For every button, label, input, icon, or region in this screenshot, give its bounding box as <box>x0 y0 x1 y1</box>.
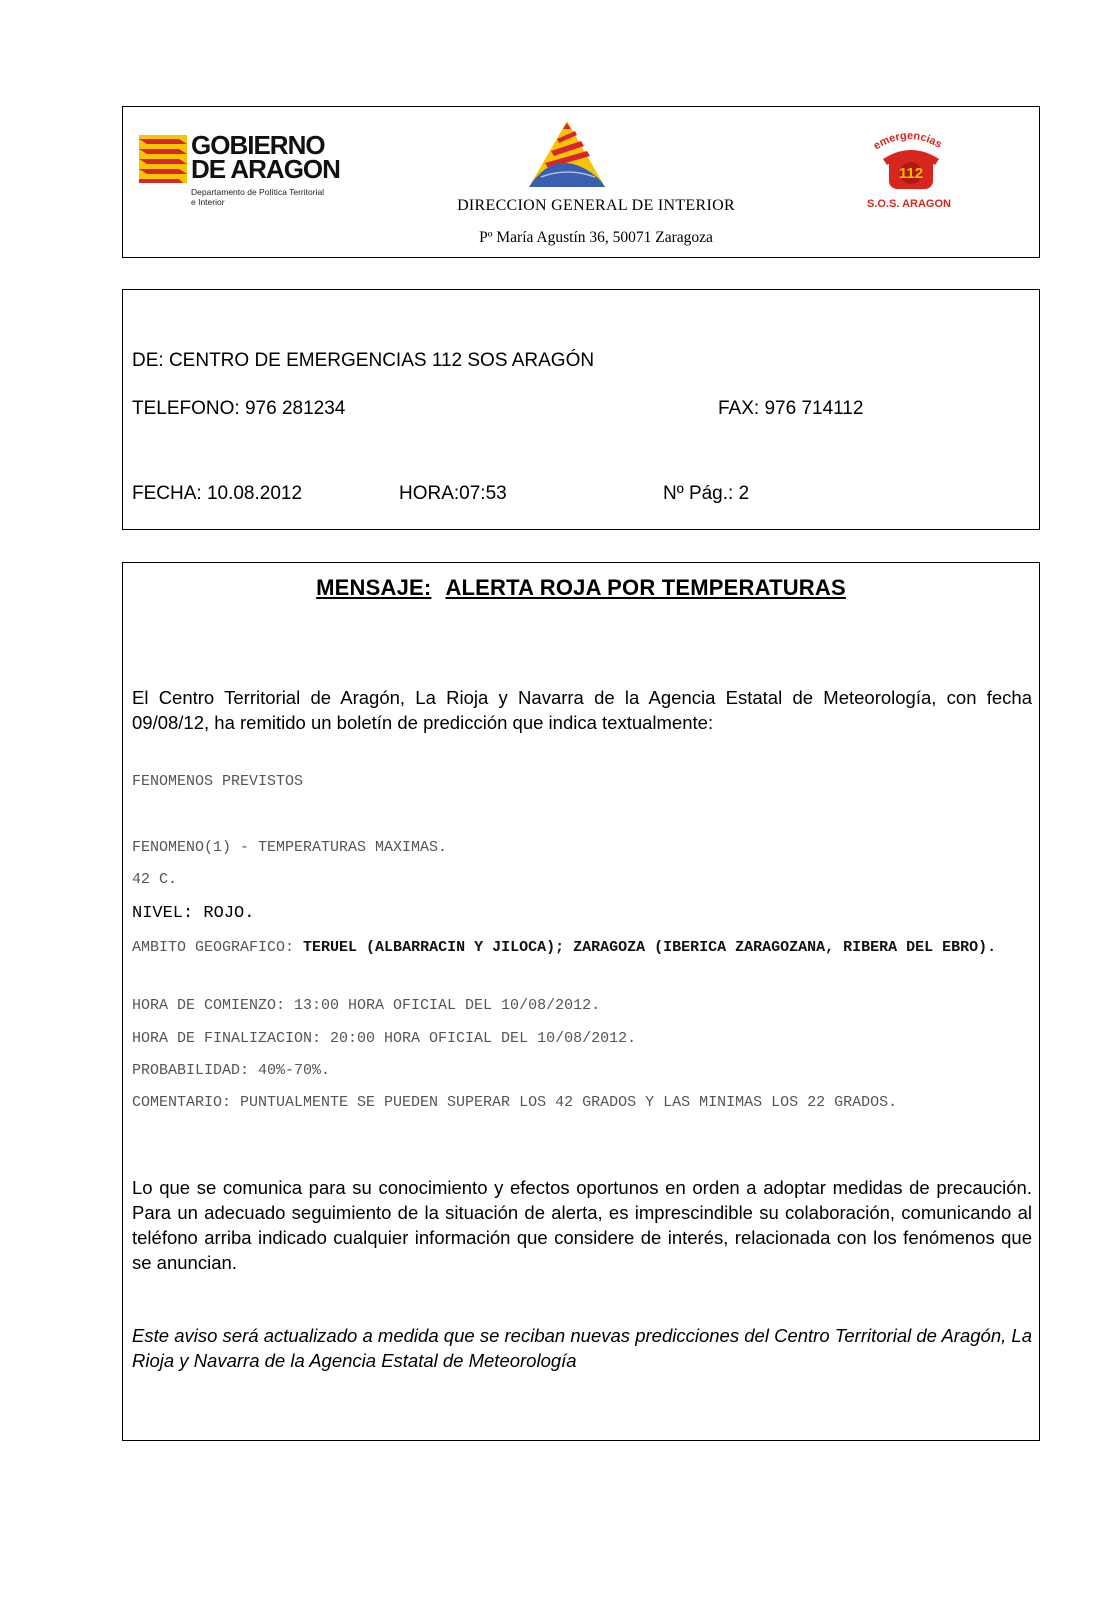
message-title-label: MENSAJE: <box>316 575 432 600</box>
svg-text:emergencias <box>871 130 943 152</box>
nivel-line: NIVEL: ROJO. <box>132 904 255 923</box>
gobierno-logo-text: GOBIERNO DE ARAGON <box>191 130 340 184</box>
direccion-general-title: DIRECCION GENERAL DE INTERIOR <box>457 197 735 214</box>
fenomenos-previstos: FENOMENOS PREVISTOS <box>132 773 304 790</box>
sos-aragon-112-logo <box>859 125 959 211</box>
proteccion-civil-triangle-icon <box>529 121 605 191</box>
hora-comienzo: HORA DE COMIENZO: 13:00 HORA OFICIAL DEL 10/08/2012. <box>132 997 601 1014</box>
pagina-line: Nº Pág.: 2 <box>663 483 750 504</box>
hora-line: HORA:07:53 <box>399 483 507 504</box>
ambito-value: TERUEL (ALBARRACIN Y JILOCA); ZARAGOZA (IBERICA ZARAGOZANA, RIBERA DEL EBRO). <box>303 939 997 956</box>
temperatura-value: 42 C. <box>132 871 178 888</box>
probabilidad: PROBABILIDAD: 40%-70%. <box>132 1062 331 1079</box>
aragon-flag-icon <box>139 135 187 183</box>
update-note: Este aviso será actualizado a medida que se reciban nuevas predicciones del Centro Territorial de Aragón, La Rioja y Navarra de la Agencia Estatal de Meteorología <box>132 1325 1032 1371</box>
closing-paragraph: Lo que se comunica para su conocimiento y efectos oportunos en orden a adoptar medidas de precaución. Para un adecuado seguimiento de la situación de alerta, es imprescindible su colaboración, comunicando al teléfono arriba indicado cualquier información que considere de interés, relacionada con los fenómenos que se anuncian. <box>132 1177 1032 1273</box>
telefono-line: TELEFONO: 976 281234 <box>132 398 346 419</box>
message-title <box>123 575 1039 601</box>
ambito-geografico <box>132 937 1032 959</box>
comentario: COMENTARIO: PUNTUALMENTE SE PUEDEN SUPERAR LOS 42 GRADOS Y LAS MINIMAS LOS 22 GRADOS. <box>132 1094 898 1111</box>
sos-logo-bottom-text: S.O.S. ARAGON <box>867 198 951 210</box>
sender-info-box <box>122 289 1040 530</box>
fenomeno-1: FENOMENO(1) - TEMPERATURAS MAXIMAS. <box>132 839 448 856</box>
fecha-line: FECHA: 10.08.2012 <box>132 483 303 504</box>
ambito-label: AMBITO GEOGRAFICO: <box>132 939 295 956</box>
fax-line: FAX: 976 714112 <box>718 398 864 419</box>
hora-finalizacion: HORA DE FINALIZACION: 20:00 HORA OFICIAL DEL 10/08/2012. <box>132 1030 637 1047</box>
message-box <box>122 562 1040 1441</box>
sos-logo-number: 112 <box>898 165 924 182</box>
message-title-text: ALERTA ROJA POR TEMPERATURAS <box>445 575 846 600</box>
sender-line: DE: CENTRO DE EMERGENCIAS 112 SOS ARAGÓN <box>132 350 595 371</box>
letterhead-box <box>122 106 1040 258</box>
sos-logo-arc-text: emergencias <box>871 129 944 153</box>
address-line: Pº María Agustín 36, 50071 Zaragoza <box>479 229 713 246</box>
gobierno-logo-department: Departamento de Política Territorial e Interior <box>191 187 325 207</box>
intro-paragraph: El Centro Territorial de Aragón, La Rioja y Navarra de la Agencia Estatal de Meteorología, con fecha 09/08/12, ha remitido un boletín de predicción que indica textualmente: <box>132 687 1032 733</box>
